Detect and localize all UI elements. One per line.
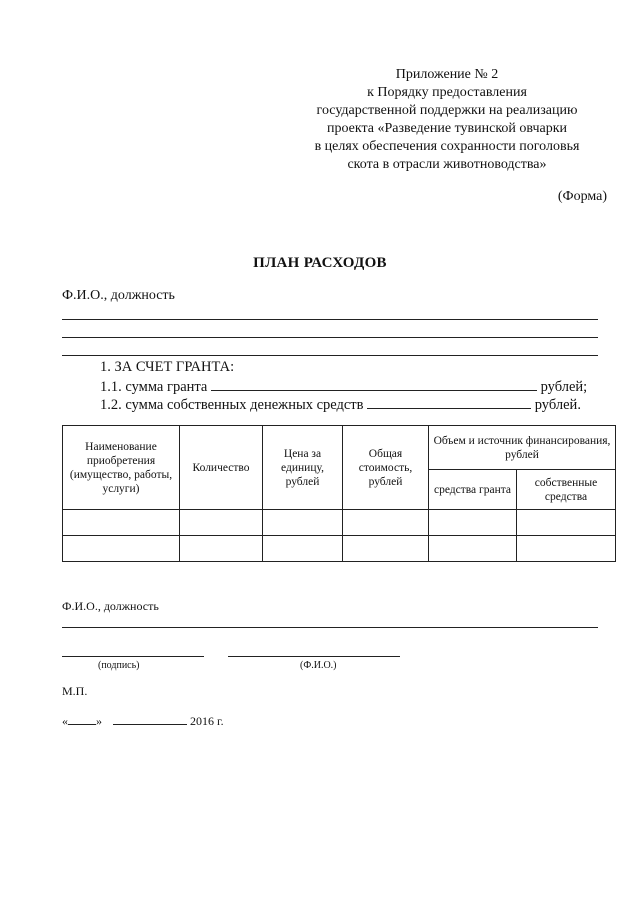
- name-caption: (Ф.И.О.): [300, 660, 337, 671]
- table-cell[interactable]: [343, 536, 429, 562]
- table-cell[interactable]: [343, 510, 429, 536]
- own-funds-unit: рублей.: [534, 397, 581, 413]
- header-line: к Порядку предоставления: [367, 85, 527, 100]
- table-cell[interactable]: [429, 536, 517, 562]
- header-funding: Объем и источник финансирования, рублей: [429, 426, 616, 470]
- fill-line[interactable]: [62, 355, 598, 356]
- date-row: [62, 713, 224, 729]
- grant-amount-field[interactable]: [211, 377, 537, 391]
- signature-line[interactable]: [62, 656, 204, 657]
- table-cell[interactable]: [63, 536, 180, 562]
- appendix-header: [287, 66, 607, 174]
- expense-table: [62, 425, 616, 562]
- table-cell[interactable]: [63, 510, 180, 536]
- header-quantity: Количество: [180, 426, 263, 510]
- form-label: (Форма): [557, 189, 607, 204]
- table-row: [63, 510, 616, 536]
- seal-place: М.П.: [62, 684, 88, 698]
- own-funds-field[interactable]: [367, 395, 531, 409]
- table-row: [63, 536, 616, 562]
- date-quote-close: »: [96, 714, 102, 728]
- table-cell[interactable]: [263, 510, 343, 536]
- day-field[interactable]: [68, 713, 96, 725]
- fill-line[interactable]: [62, 319, 598, 320]
- header-line: в целях обеспечения сохранности поголовья: [314, 139, 580, 154]
- table-cell[interactable]: [263, 536, 343, 562]
- table-cell[interactable]: [429, 510, 517, 536]
- header-own-funds: собственные средства: [517, 470, 616, 510]
- fill-line[interactable]: [62, 337, 598, 338]
- month-field[interactable]: [113, 713, 187, 725]
- grant-amount-row: [100, 377, 587, 396]
- date-quote-open: «: [62, 714, 68, 728]
- grant-amount-unit: рублей;: [540, 379, 588, 395]
- own-funds-row: [100, 395, 581, 414]
- document-title: ПЛАН РАСХОДОВ: [253, 255, 387, 271]
- table-cell[interactable]: [180, 536, 263, 562]
- header-total-cost: Общая стоимость, рублей: [343, 426, 429, 510]
- grant-amount-label: 1.1. сумма гранта: [100, 379, 208, 395]
- header-line: Приложение № 2: [395, 67, 499, 82]
- table-cell[interactable]: [517, 536, 616, 562]
- header-unit-price: Цена за единицу, рублей: [263, 426, 343, 510]
- grant-section-heading: 1. ЗА СЧЕТ ГРАНТА:: [100, 359, 235, 375]
- table-cell[interactable]: [180, 510, 263, 536]
- own-funds-label: 1.2. сумма собственных денежных средств: [100, 397, 364, 413]
- header-line: государственной поддержки на реализацию: [316, 103, 578, 118]
- fio-position-label: Ф.И.О., должность: [62, 288, 175, 303]
- signature-fio-label: Ф.И.О., должность: [62, 599, 159, 613]
- table-cell[interactable]: [517, 510, 616, 536]
- header-line: проекта «Разведение тувинской овчарки: [326, 121, 568, 136]
- header-line: скота в отрасли животноводства»: [347, 157, 547, 172]
- header-grant-funds: средства гранта: [429, 470, 517, 510]
- year-text: 2016 г.: [190, 714, 224, 728]
- name-line[interactable]: [228, 656, 400, 657]
- signature-fill-line[interactable]: [62, 627, 598, 628]
- signature-caption: (подпись): [98, 660, 140, 671]
- header-item-name: Наименование приобретения (имущество, работы, услуги): [63, 426, 180, 510]
